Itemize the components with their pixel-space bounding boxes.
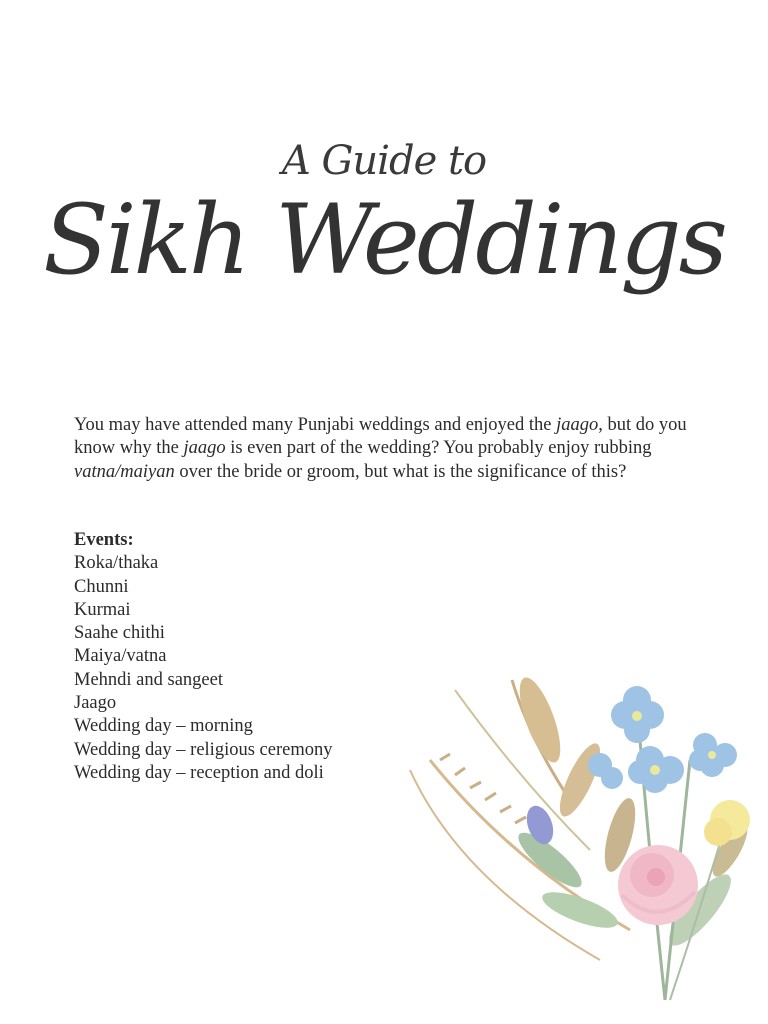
list-item: Kurmai — [74, 599, 131, 620]
watercolor-flower-bouquet-icon — [400, 660, 768, 1024]
list-item: Jaago — [74, 693, 117, 714]
page-title: Sikh Weddings — [43, 184, 725, 296]
list-item: Mehndi and sangeet — [74, 669, 223, 690]
intro-emphasis: jaago — [183, 438, 226, 459]
list-item: Chunni — [74, 576, 129, 597]
list-item: Wedding day – morning — [74, 716, 253, 737]
intro-text: is even part of the wedding? You probably enjoy rubbing — [225, 438, 652, 459]
list-item: Wedding day – reception and doli — [74, 762, 324, 783]
list-item: Saahe chithi — [74, 623, 165, 644]
list-item: Roka/thaka — [74, 553, 159, 574]
page-subtitle: A Guide to — [281, 138, 487, 184]
intro-text: over the bride or groom, but what is the significance of this? — [174, 461, 627, 482]
list-item: Maiya/vatna — [74, 646, 167, 667]
events-heading: Events: — [74, 530, 134, 550]
intro-text: , but do you know why the — [74, 415, 687, 459]
intro-emphasis: vatna/maiyan — [74, 461, 175, 482]
intro-paragraph — [74, 414, 714, 484]
list-item: Wedding day – religious ceremony — [74, 739, 333, 760]
intro-text: You may have attended many Punjabi weddings and enjoyed the — [74, 415, 557, 435]
intro-emphasis: jaago — [556, 415, 599, 435]
